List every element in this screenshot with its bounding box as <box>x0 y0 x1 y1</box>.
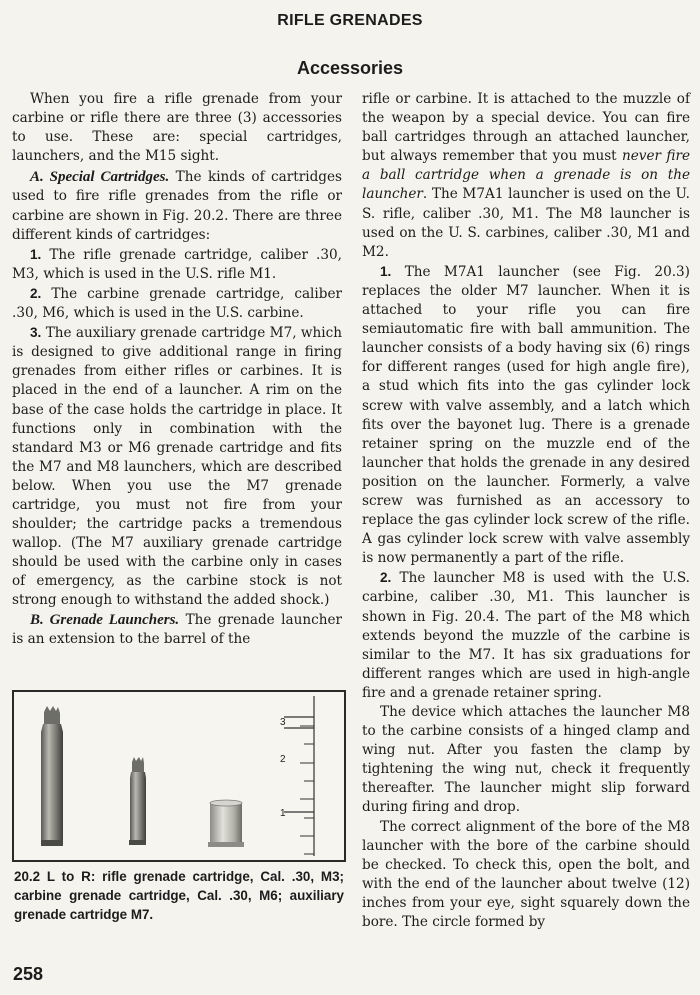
body-paragraph: The device which attaches the launcher M8 to the carbine consists of a hinged clamp and wing nut. After you fasten the clamp by tightening the wing nut, check it frequently thereafter. The launcher might slip forward during firing and drop. <box>362 704 690 816</box>
left-column <box>12 90 342 649</box>
list-item-text: The carbine grenade cartridge, caliber .30, M6, which is used in the U.S. carbine. <box>12 285 342 322</box>
continued-text-end: . The M7A1 launcher is used on the U. S. rifle, caliber .30, M1. The M8 launcher is used on the U. S. carbines, caliber .30, M1 and M2. <box>362 186 690 260</box>
right-column <box>362 90 690 932</box>
continued-text: rifle or carbine. It is attached to the muzzle of the weapon by a special device. You can fire ball cartridges through an attached launcher, but always remember that you must <box>362 91 690 165</box>
scale-ruler <box>280 696 314 856</box>
list-item-number: 1. <box>30 246 42 262</box>
list-item-text: The rifle grenade cartridge, caliber .30, M3, which is used in the U.S. rifle M1. <box>12 246 342 282</box>
list-item-number: 2. <box>30 285 42 301</box>
scale-label: 2 <box>280 754 286 765</box>
scale-label: 1 <box>280 808 286 819</box>
special-cartridges-heading: A. Special Cartridges. <box>30 169 170 186</box>
section-title: Accessories <box>296 58 404 78</box>
grenade-launchers-paragraph <box>12 611 342 649</box>
list-item <box>12 245 342 284</box>
running-header: RIFLE GRENADES <box>277 12 423 29</box>
special-cartridges-paragraph <box>12 168 342 244</box>
warning-emphasis: never fire a ball cartridge when a grenade is on the launcher <box>362 148 690 203</box>
list-item-number: 1. <box>380 263 392 279</box>
special-cartridges-text: The kinds of cartridges used to fire rifle grenades from the rifle or carbine are shown in Fig. 20.2. There are three different kinds of cartridges: <box>12 169 342 243</box>
grenade-launchers-text: The grenade launcher is an extension to the barrel of the <box>12 611 342 647</box>
carbine-grenade-cartridge <box>129 757 146 845</box>
body-paragraph: The correct alignment of the bore of the M8 launcher with the bore of the carbine should be checked. To check this, open the bolt, and with the end of the launcher about twelve (12) inches from your eye, sight squarely down the bore. The circle formed by <box>362 818 690 931</box>
auxiliary-grenade-cartridge <box>208 800 244 847</box>
list-item <box>12 284 342 323</box>
rifle-grenade-cartridge <box>41 706 63 846</box>
page-number: 258 <box>13 964 44 984</box>
figure-caption: 20.2 L to R: rifle grenade cartridge, Cal. .30, M3; carbine grenade cartridge, Cal. .30, M6; auxiliary grenade cartridge M7. <box>14 869 344 922</box>
list-item-text: The auxiliary grenade cartridge M7, which is designed to give additional range in firing grenades from either rifles or carbines. It is placed in the end of a launcher. A rim on the base of the case holds the cartridge in place. It functions only in combination with the standard M3 or M6 grenade cartridge and fits the M7 and M8 launchers, which are described below. When you use the M7 grenade cartridge, you must not fire from your shoulder; the cartridge packs a tremendous wallop. (The M7 auxiliary grenade cartridge should be used with the carbine only in cases of emergency, as the carbine stock is not strong enough to withstand the added shock.) <box>12 325 342 609</box>
scale-label: 3 <box>280 717 286 728</box>
list-item <box>362 568 690 703</box>
cartridge-photo <box>14 692 344 860</box>
list-item <box>362 262 690 569</box>
list-item <box>12 323 342 610</box>
list-item-number: 3. <box>30 325 42 341</box>
continued-paragraph <box>362 90 690 262</box>
list-item-number: 2. <box>380 570 392 586</box>
list-item-text: The M7A1 launcher (see Fig. 20.3) replaces the older M7 launcher. When it is attached to your rifle you can fire semiautomatic fire with ball ammunition. The launcher consists of a body having six (6) rings for different ranges (used for high angle fire), a stud which fits into the gas cylinder lock screw with valve assembly, and a latch which fits over the bayonet lug. There is a grenade retainer spring on the muzzle end of the launcher that holds the grenade in any desired position on the launcher. Formerly, a valve screw was furnished as an accessory to replace the gas cylinder lock screw of the rifle. A gas cylinder lock screw with valve assembly is now permanently a part of the rifle. <box>362 263 690 567</box>
intro-paragraph: When you fire a rifle grenade from your carbine or rifle there are three (3) accessories to use. These are: special cartridges, launchers, and the M15 sight. <box>12 91 342 165</box>
list-item-text: The launcher M8 is used with the U.S. carbine, caliber .30, M1. This launcher is shown in Fig. 20.4. The part of the M8 which extends beyond the muzzle of the carbine is similar to the M7. It has six graduations for different ranges which are used in high-angle fire and a grenade retainer spring. <box>362 570 690 701</box>
cartridge-photo-figure <box>12 690 346 862</box>
grenade-launchers-heading: B. Grenade Launchers. <box>30 611 180 628</box>
